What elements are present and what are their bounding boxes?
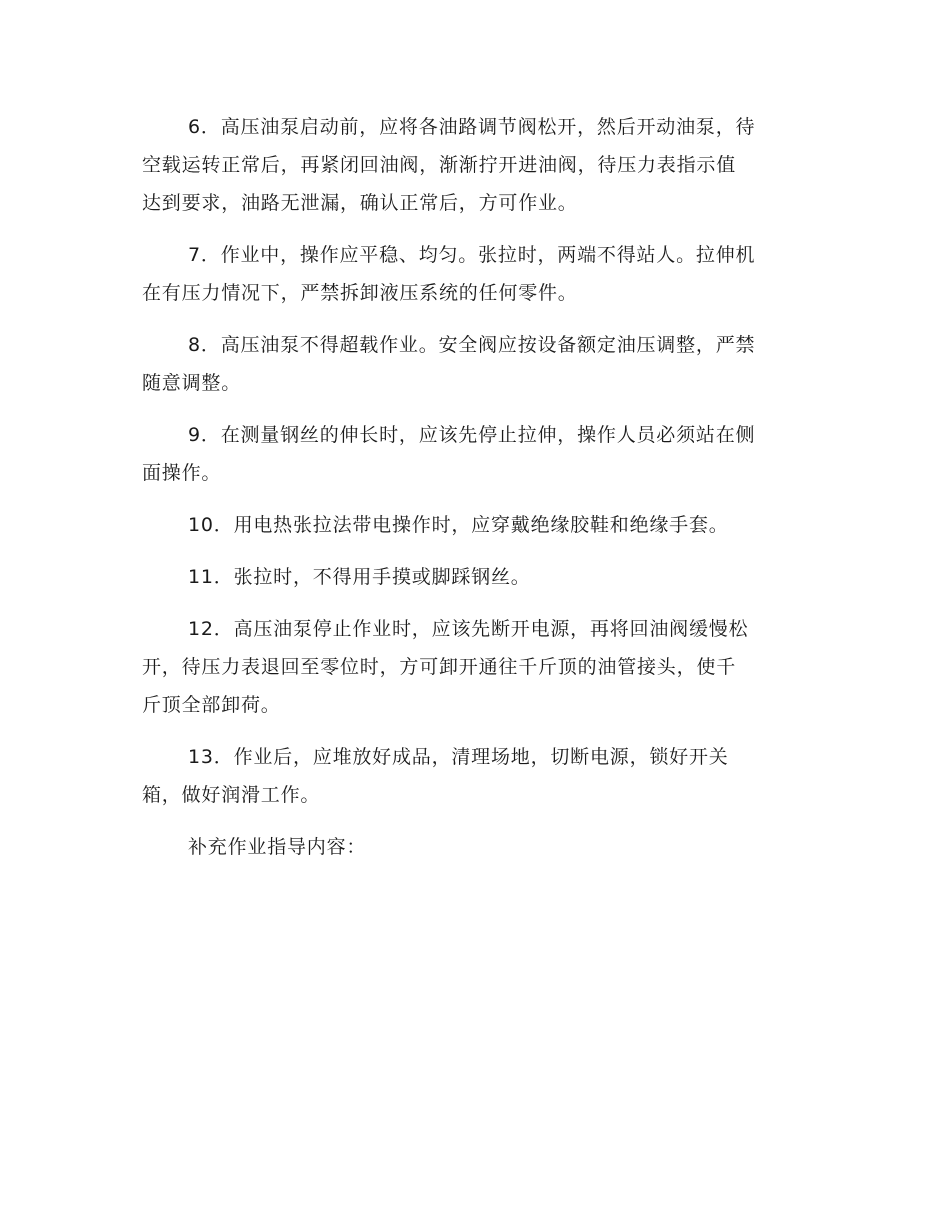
paragraph-10 xyxy=(142,506,808,544)
paragraph-13 xyxy=(142,738,808,814)
text-line: 在有压力情况下，严禁拆卸液压系统的任何零件。 xyxy=(142,282,578,304)
text-line: 8．高压油泵不得超载作业。安全阀应按设备额定油压调整，严禁 xyxy=(188,334,756,356)
text-line: 9．在测量钢丝的伸长时，应该先停止拉伸，操作人员必须站在侧 xyxy=(188,424,756,446)
paragraph-6 xyxy=(142,108,808,222)
text-line: 斤顶全部卸荷。 xyxy=(142,694,281,716)
text-line: 13．作业后，应堆放好成品，清理场地，切断电源，锁好开关 xyxy=(188,746,729,768)
paragraph-7 xyxy=(142,236,808,312)
paragraph-8 xyxy=(142,326,808,402)
text-line: 面操作。 xyxy=(142,462,222,484)
text-line: 开，待压力表退回至零位时，方可卸开通往千斤顶的油管接头，使千 xyxy=(142,656,737,678)
text-line: 7．作业中，操作应平稳、均匀。张拉时，两端不得站人。拉伸机 xyxy=(188,244,756,266)
paragraph-9 xyxy=(142,416,808,492)
text-line: 随意调整。 xyxy=(142,372,242,394)
paragraph-12 xyxy=(142,610,808,724)
text-line: 12．高压油泵停止作业时，应该先断开电源，再将回油阀缓慢松 xyxy=(188,618,749,640)
text-line: 空载运转正常后，再紧闭回油阀，渐渐拧开进油阀，待压力表指示值 xyxy=(142,154,737,176)
text-line: 补充作业指导内容： xyxy=(188,836,367,858)
document-body xyxy=(142,108,808,880)
text-line: 10．用电热张拉法带电操作时，应穿戴绝缘胶鞋和绝缘手套。 xyxy=(188,514,729,536)
paragraph-11 xyxy=(142,558,808,596)
supplementary-heading xyxy=(142,828,808,866)
text-line: 达到要求，油路无泄漏，确认正常后，方可作业。 xyxy=(142,192,578,214)
text-line: 6．高压油泵启动前，应将各油路调节阀松开，然后开动油泵，待 xyxy=(188,116,756,138)
text-line: 11．张拉时，不得用手摸或脚踩钢丝。 xyxy=(188,566,531,588)
text-line: 箱，做好润滑工作。 xyxy=(142,784,321,806)
